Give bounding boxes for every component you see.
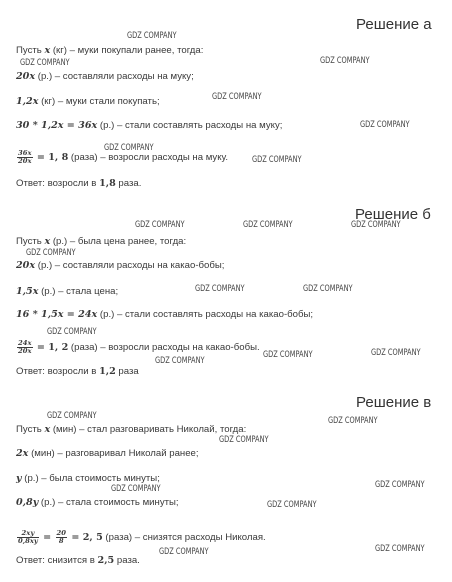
watermark: GDZ COMPANY <box>375 480 425 490</box>
answer-c: Ответ: снизится в 2,5 раза. <box>16 555 140 566</box>
heading-a: Решение а <box>356 16 432 33</box>
watermark: GDZ COMPANY <box>127 31 177 41</box>
watermark: GDZ COMPANY <box>47 327 97 337</box>
watermark: GDZ COMPANY <box>328 416 378 426</box>
watermark: GDZ COMPANY <box>252 155 302 165</box>
watermark: GDZ COMPANY <box>195 284 245 294</box>
answer-b: Ответ: возросли в 1,2 раза <box>16 366 139 377</box>
line-c1: Пусть x (мин) – стал разговаривать Николай, тогда: <box>16 424 247 435</box>
line-a5: $\frac{36x}{20x}$ = 1, 8 (раза) – возросли расходы на муку. <box>18 149 229 165</box>
fraction-c2: $\frac{20}{8}$ <box>56 529 67 545</box>
watermark: GDZ COMPANY <box>243 220 293 230</box>
watermark: GDZ COMPANY <box>47 411 97 421</box>
watermark: GDZ COMPANY <box>351 220 401 230</box>
fraction-a: $\frac{36x}{20x}$ <box>18 149 32 165</box>
watermark: GDZ COMPANY <box>303 284 353 294</box>
watermark: GDZ COMPANY <box>20 58 70 68</box>
line-a2: 20x (р.) – составляли расходы на муку; <box>16 71 194 82</box>
line-a4: 30 * 1,2x = 36x (р.) – стали составлять расходы на муку; <box>16 120 283 131</box>
heading-b: Решение б <box>355 206 431 223</box>
line-c5: $\frac{2xy}{0,8xy}$ = $\frac{20}{8}$ = 2, 5 (раза) – снизятся расходы Николая. <box>18 529 266 545</box>
watermark: GDZ COMPANY <box>320 56 370 66</box>
line-b4: 16 * 1,5x = 24x (р.) – стали составлять расходы на какао-бобы; <box>16 309 314 320</box>
line-b5: $\frac{24x}{20x}$ = 1, 2 (раза) – возросли расходы на какао-бобы. <box>18 339 260 355</box>
watermark: GDZ COMPANY <box>212 92 262 102</box>
watermark: GDZ COMPANY <box>267 500 317 510</box>
watermark: GDZ COMPANY <box>360 120 410 130</box>
fraction-b: $\frac{24x}{20x}$ <box>18 339 32 355</box>
heading-c: Решение в <box>356 394 432 411</box>
watermark: GDZ COMPANY <box>375 544 425 554</box>
fraction-c1: $\frac{2xy}{0,8xy}$ <box>18 529 38 545</box>
watermark: GDZ COMPANY <box>26 248 76 258</box>
watermark: GDZ COMPANY <box>263 350 313 360</box>
answer-a: Ответ: возросли в 1,8 раза. <box>16 178 142 189</box>
watermark: GDZ COMPANY <box>111 484 161 494</box>
watermark: GDZ COMPANY <box>159 547 209 557</box>
watermark: GDZ COMPANY <box>135 220 185 230</box>
line-c2: 2x (мин) – разговаривал Николай ранее; <box>16 448 199 459</box>
line-b3: 1,5x (р.) – стала цена; <box>16 286 119 297</box>
line-a1: Пусть x (кг) – муки покупали ранее, тогда: <box>16 45 204 56</box>
watermark: GDZ COMPANY <box>155 356 205 366</box>
line-b1: Пусть x (р.) – была цена ранее, тогда: <box>16 236 187 247</box>
watermark: GDZ COMPANY <box>371 348 421 358</box>
watermark: GDZ COMPANY <box>104 143 154 153</box>
line-b2: 20x (р.) – составляли расходы на какао-бобы; <box>16 260 225 271</box>
line-a3: 1,2x (кг) – муки стали покупать; <box>16 96 160 107</box>
line-c4: 0,8y (р.) – стала стоимость минуты; <box>16 497 179 508</box>
line-c3: y (р.) – была стоимость минуты; <box>16 473 160 484</box>
watermark: GDZ COMPANY <box>219 435 269 445</box>
